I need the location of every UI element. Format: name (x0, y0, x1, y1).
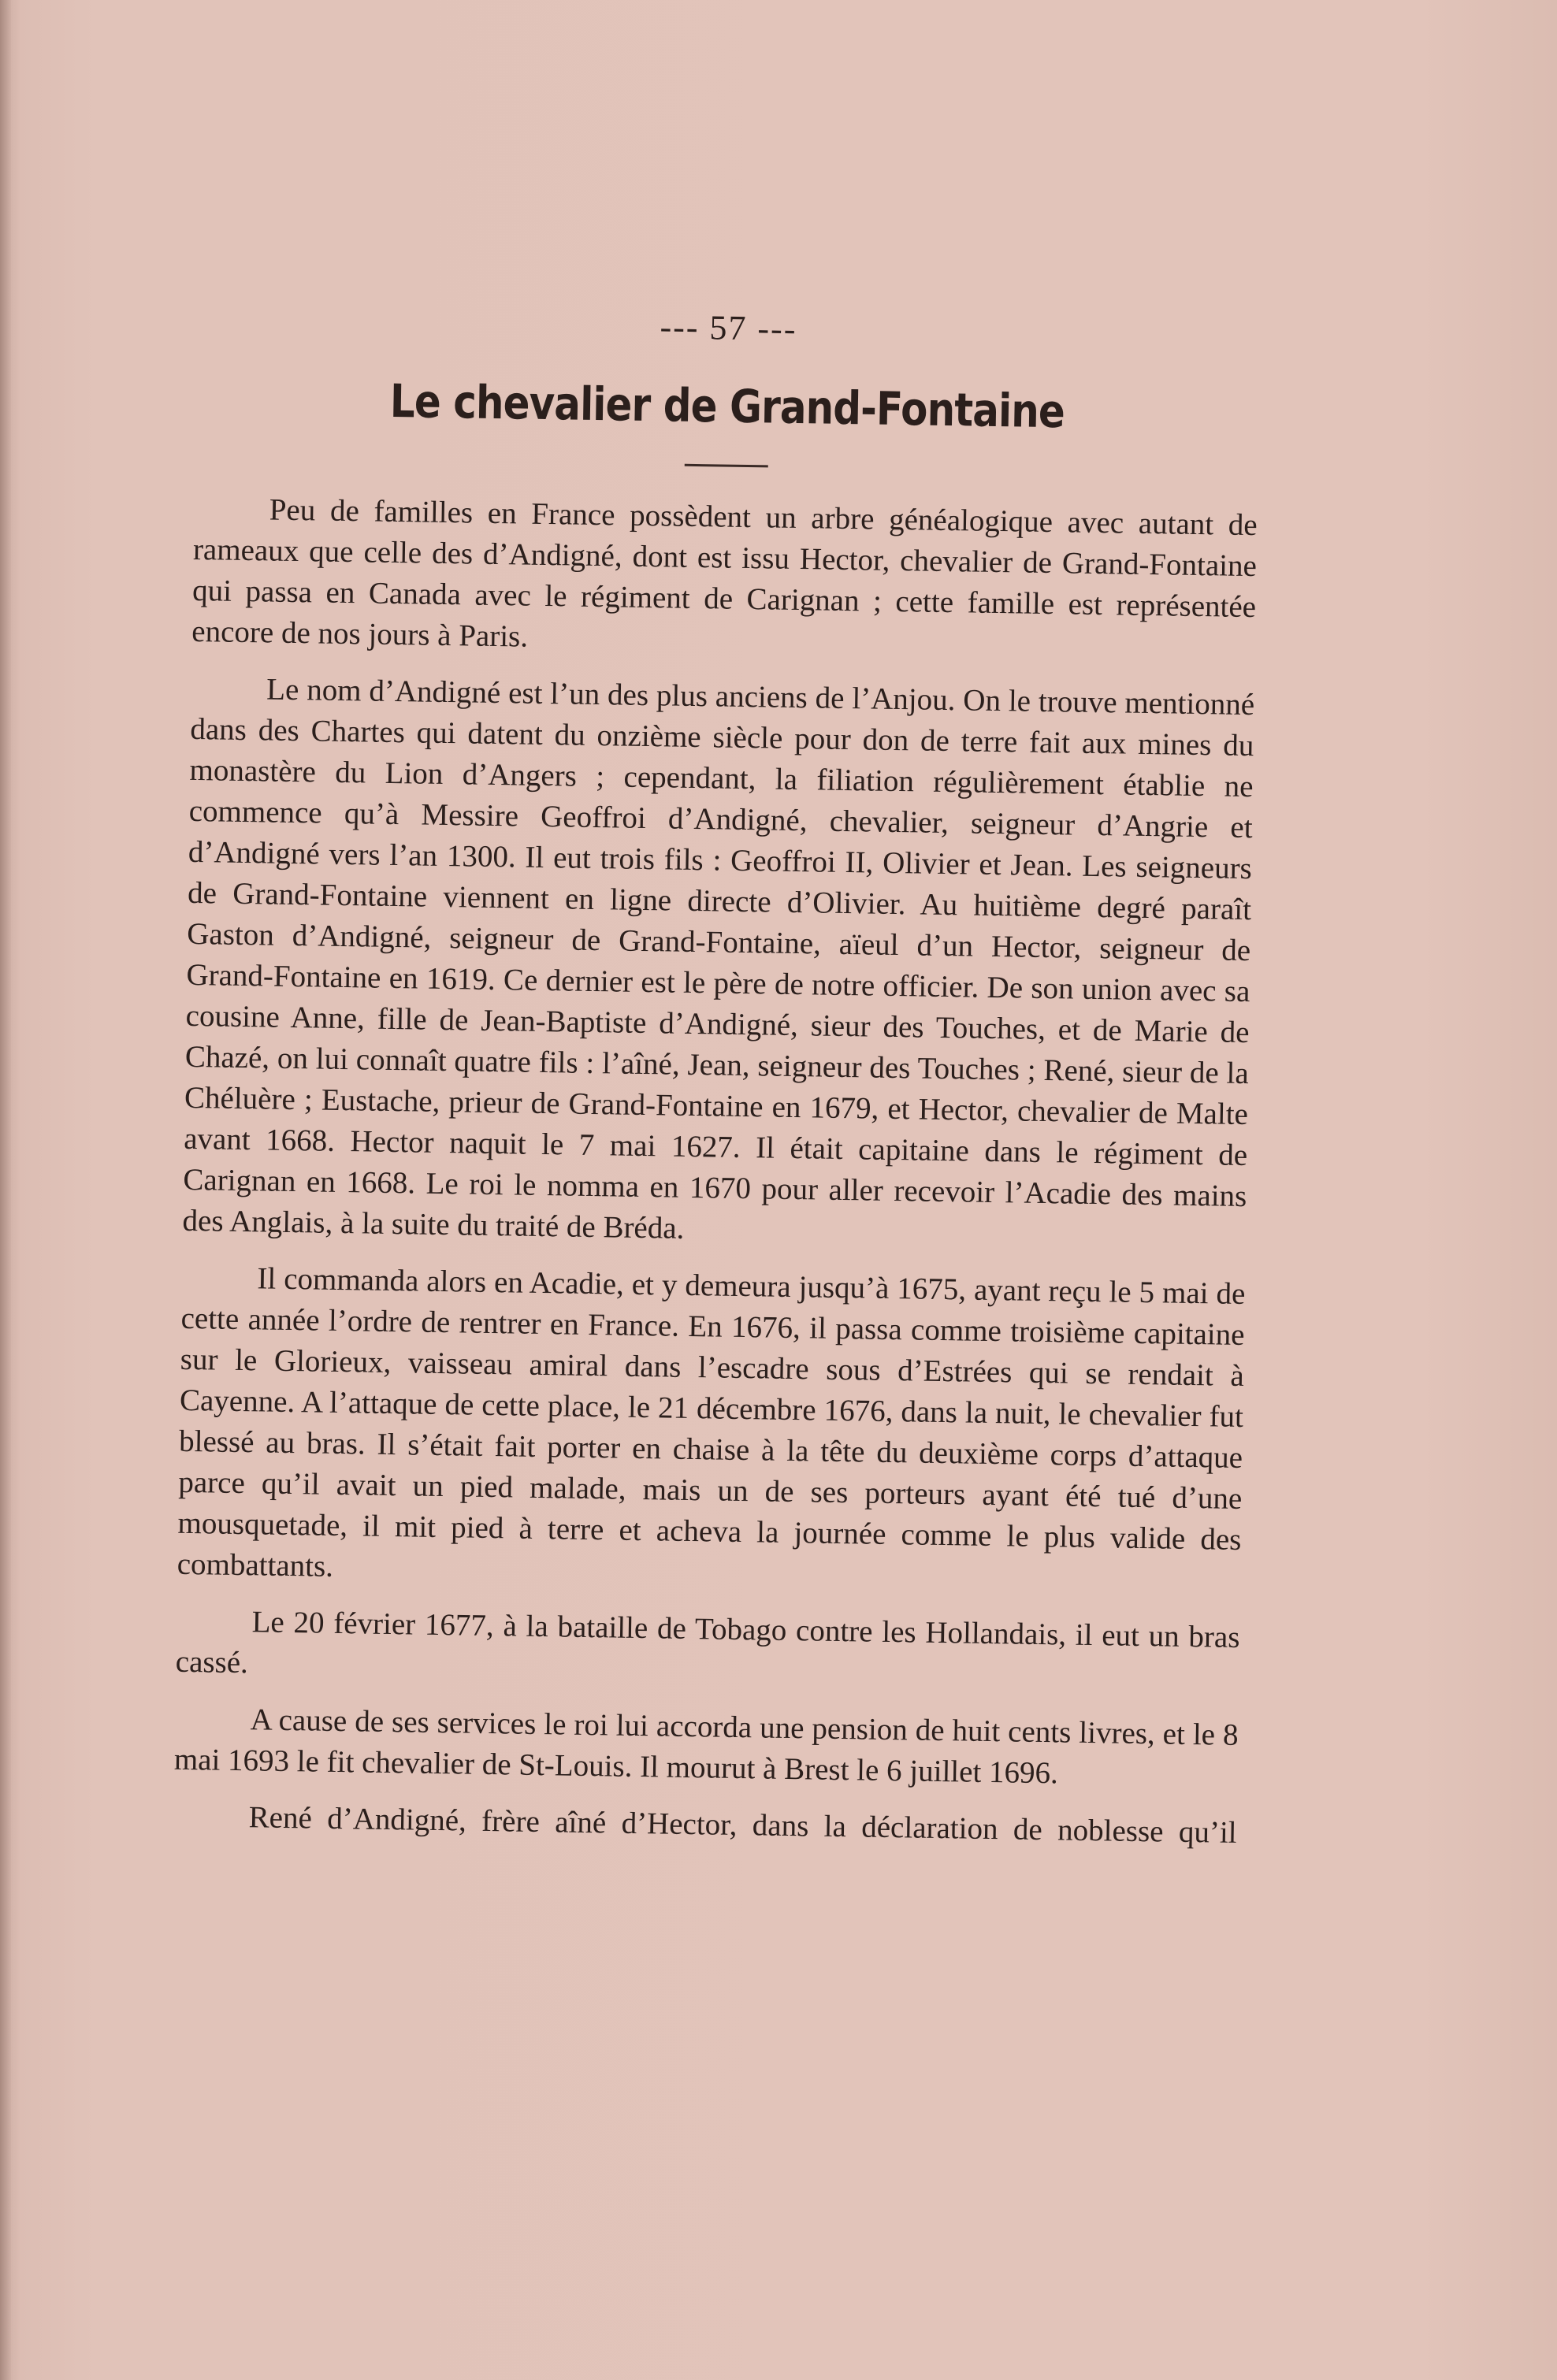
binding-edge (0, 0, 11, 2380)
paragraph: A cause de ses services le roi lui accorda une pension de huit cents livres, et le 8 mai 1693 le fit chevalier de St-Louis. Il mourut à Brest le 6 juillet 1696. (173, 1702, 1239, 1791)
paragraph: Le 20 février 1677, à la bataille de Tobago contre les Hollandais, il eut un bras cassé. (175, 1605, 1240, 1680)
page-content (173, 299, 1261, 1869)
page-number: --- 57 --- (660, 307, 797, 348)
chapter-title: Le chevalier de Grand-Fontaine (389, 373, 1065, 439)
paragraph: Il commanda alors en Acadie, et y demeura jusqu’à 1675, ayant reçu le 5 mai de cette année l’ordre de rentrer en France. En 1676, il passa comme troisième capitaine sur le Glorieux, vaisseau amiral dans l’escadre sous d’Estrées qui se rendait à Cayenne. A l’attaque de cette place, le 21 décembre 1676, dans la nuit, le chevalier fut blessé au bras. Il s’était fait porter en chaise à la tête du deuxième corps d’attaque parce qu’il avait un pied malade, mais un de ses porteurs ayant été tué d’une mousquetade, il mit pied à terre et acheva la journée comme le plus valide des combattants. (177, 1261, 1246, 1584)
paragraph: Le nom d’Andigné est l’un des plus anciens de l’Anjou. On le trouve mentionné dans des Chartes qui datent du onzième siècle pour don de terre fait aux mines du monastère du Lion d’Angers ; cependant, la filiation régulièrement établie ne commence qu’à Messire Geoffroi d’Andigné, chevalier, seigneur d’Angrie et d’Andigné vers l’an 1300. Il eut trois fils : Geoffroi II, Olivier et Jean. Les seigneurs de Grand-Fontaine viennent en ligne directe d’Olivier. Au huitième degré paraît Gaston d’Andigné, seigneur de Grand-Fontaine, aïeul d’un Hector, seigneur de Grand-Fontaine en 1619. Ce dernier est le père de notre officier. De son union avec sa cousine Anne, fille de Jean-Baptiste d’Andigné, sieur des Touches, et de Marie de Chazé, on lui connaît quatre fils : l’aîné, Jean, seigneur des Touches ; René, sieur de la Chéluère ; Eustache, prieur de Grand-Fontaine en 1679, et Hector, chevalier de Malte avant 1668. Hector naquit le 7 mai 1627. Il était capitaine dans le régiment de Carignan en 1668. Le roi le nomma en 1670 pour aller recevoir l’Acadie des mains des Anglais, à la suite du traité de Bréda. (182, 672, 1255, 1246)
title-divider (685, 464, 768, 468)
paragraph: René d’Andigné, frère aîné d’Hector, dans la déclaration de noblesse qu’il (248, 1800, 1237, 1850)
paragraph: Peu de familles en France possèdent un arbre généalogique avec autant de rameaux que celle des d’Andigné, dont est issu Hector, chevalier de Grand-Fontaine qui passa en Canada avec le régiment de Carignan ; cette famille est représentée encore de nos jours à Paris. (191, 492, 1258, 654)
